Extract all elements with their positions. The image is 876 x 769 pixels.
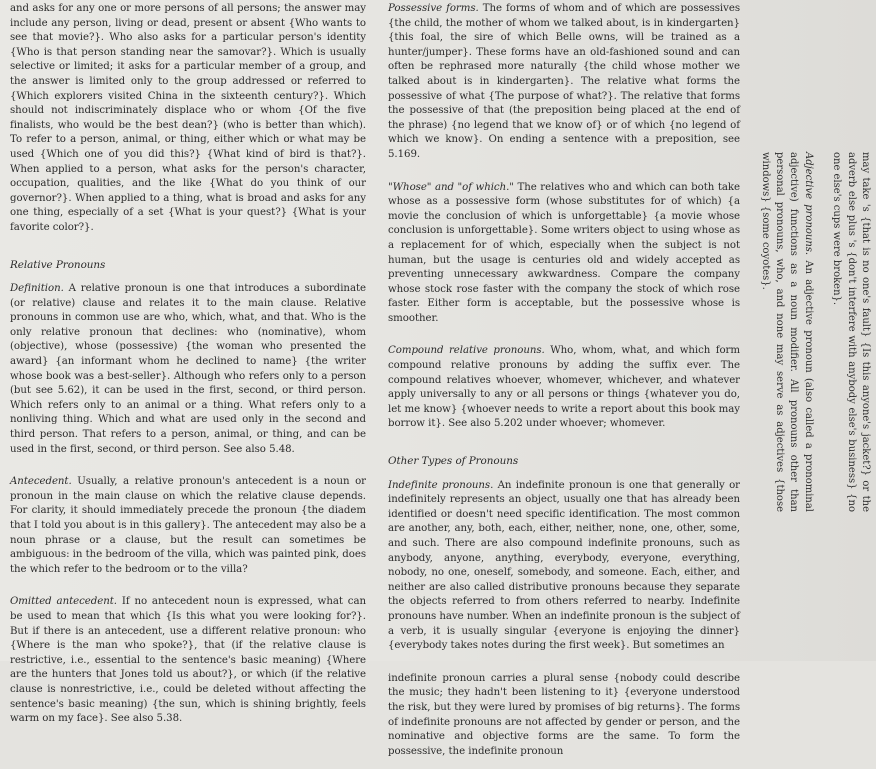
antecedent-lead: Antecedent.: [10, 476, 72, 488]
definition-body: A relative pronoun is one that introduces a subordinate (or relative) clause and relates it to the main clause. Relative pronouns in common use are who, which, what, and that. Who is the only relative pronoun that declines: who (nominative), whom (objective), whose (possessive) {the woman who presented the award} {an informant whom he declined to name} {the writer whose book was a best-seller}. Although who refers only to a person (but see 5.62), it can be used in the first, second, or third person. Which refers only to an animal or a thing. What refers only to a nonliving thing. Which and what are used only in the second and third person. That refers to a person, animal, or thing, and can be used in the first, second, or third person. See also 5.48.: [10, 283, 366, 455]
possessive-forms-lead: Possessive forms.: [388, 3, 479, 14]
definition-lead: Definition.: [10, 283, 64, 295]
paragraph-indefinite-continued: indefinite pronoun carries a plural sense {nobody could describe the music; they hadn't been listening to it} {everyone understood the risk, but they were lured by promises of big returns}. The forms of indefinite pronouns are not affected by gender or person, and the nominative and objective forms are the same. To form the possessive, the indefinite pronoun: [388, 672, 740, 757]
omitted-antecedent-body: If no antecedent noun is expressed, what can be used to mean that which {Is this what you were looking for?}. But if there is an antecedent, use a different relative pronoun: who {Where is the man who spoke?}, that (if the relative clause is restrictive, i.e., essential to the sentence's basic meaning) {Where are the hunters that Jones told us about?}, or which (if the relative clause is nonrestrictive, i.e., could be deleted without affecting the sentence's basic meaning) {the sun, which is shining brightly, feels warm on my face}. See also 5.38.: [10, 596, 366, 725]
paragraph-possessive-indefinite: may take 's {that is no one's fault} {Is this anyone's jacket?} or the adverb else plus 's {don't interfere with anybody else's business} {no one else's cups were broken}.: [831, 152, 871, 512]
compound-relative-body: Who, whom, what, and which form compound relative pronouns by adding the suffix ever. The compound relatives whoever, whomever, whichever, and whatever apply universally to any or all persons or things {whatever you do, let me know} {whoever needs to write a report about this book may borrow it}. See also 5.202 under whoever; whomever.: [388, 345, 740, 430]
left-column: [10, 2, 366, 737]
indefinite-pronouns-lead: Indefinite pronouns.: [388, 479, 494, 491]
right-column-rotated: [759, 0, 876, 661]
adjective-pronouns-body: An adjective pronoun (also called a pronominal adjective) functions as a noun modifier. All pronouns other than personal pronouns, who, and none may serve as adjectives {those windows} {some coyotes}.: [759, 152, 814, 513]
paragraph-whose-of-which: [388, 181, 740, 327]
whose-of-which-body: The relatives who and which can both take whose as a possessive form (whose substitutes for of which) {a movie the conclusion of which is unforgettable} {a movie whose conclusion is unforgettable}. Some writers object to using whose as a replacement for of which, especially when the subject is not human, but the usage is centuries old and widely accepted as preventing unnecessary awkwardness. Compare the company whose stock rose faster with the company the stock of which rose faster. Either form is acceptable, but the possessive whose is smoother.: [388, 181, 740, 324]
indefinite-pronouns-body: An indefinite pronoun is one that generally or indefinitely represents an object, usually one that has already been identified or doesn't need specific identification. The most common are another, any, both, each, either, neither, none, one, other, some, and such. There are also compound indefinite pronouns, such as anybody, anyone, anything, everybody, everyone, everything, nobody, no one, oneself, somebody, and someone. Each, either, and neither are also called distributive pronouns because they separate the objects referred to from others referred to nearby. Indefinite pronouns have number. When an indefinite pronoun is the subject of a verb, it is usually singular {everyone is enjoying the dinner} {everybody takes notes during the first week}. But sometimes an: [388, 479, 740, 652]
antecedent-body: Usually, a relative pronoun's antecedent is a noun or pronoun in the main clause on which the relative clause depends. For clarity, it should immediately precede the pronoun {the diadem that I told you about is in this gallery}. The antecedent may also be a noun phrase or a clause, but the result can sometimes be ambiguous: in the bedroom of the villa, which was painted pink, does the which refer to the bedroom or to the villa?: [10, 476, 366, 575]
paragraph-omitted-antecedent: [10, 595, 366, 726]
paragraph-indefinite-pronouns: [388, 479, 740, 654]
rotated-text-block: [743, 152, 872, 512]
compound-relative-lead: Compound relative pronouns.: [388, 345, 545, 357]
paragraph-interrogative-continued: and asks for any one or more persons of all persons; the answer may include any person, living or dead, present or absent {Who wants to see that movie?}. Who also asks for a particular person's identity {Who is that person standing near the samovar?}. Which is usually selective or limited; it asks for a particular member of a group, and the answer is limited only to the group addressed or referred to {Which explorers visited China in the sixteenth century?}. Which should not indiscriminately displace who or whom {Of the five finalists, who would be the best dean?} (who is better than which). To refer to a person, animal, or thing, either which or what may be used {Which one of you did this?} {What kind of bird is that?}. When applied to a person, what asks for the person's character, occupation, qualities, and the like {What do you think of our governor?}. When applied to a thing, what is broad and asks for any one thing, especially of a set {What is your quest?} {What is your favorite color?}.: [10, 3, 366, 233]
section-heading-relative-pronouns: Relative Pronouns: [10, 258, 106, 271]
adjective-pronouns-lead: Adjective pronouns.: [802, 152, 814, 256]
paragraph-definition: [10, 282, 366, 457]
paragraph-antecedent: [10, 475, 366, 577]
paragraph-compound-relative: [388, 344, 740, 432]
middle-column: [388, 2, 740, 769]
section-heading-other-pronouns: Other Types of Pronouns: [388, 455, 519, 468]
paragraph-adjective-pronouns: [757, 152, 815, 512]
possessive-forms-body: The forms of whom and of which are possessives {the child, the mother of whom we talked about, is in kindergarten} {this foal, the sire of which Belle owns, will be trained as a hunter/jumper}. These forms have an old-fashioned sound and can often be rephrased more naturally {the child whose mother we talked about is in kindergarten}. The relative what forms the possessive of what {The purpose of what?}. The relative that forms the possessive of that (the preposition being placed at the end of the phrase) {no legend that we know of} or of which {no legend of which we know}. On ending a sentence with a preposition, see 5.169.: [388, 3, 740, 160]
whose-of-which-lead: "Whose" and "of which.": [388, 181, 514, 193]
paragraph-possessive-forms: [388, 2, 740, 163]
omitted-antecedent-lead: Omitted antecedent.: [10, 596, 117, 608]
